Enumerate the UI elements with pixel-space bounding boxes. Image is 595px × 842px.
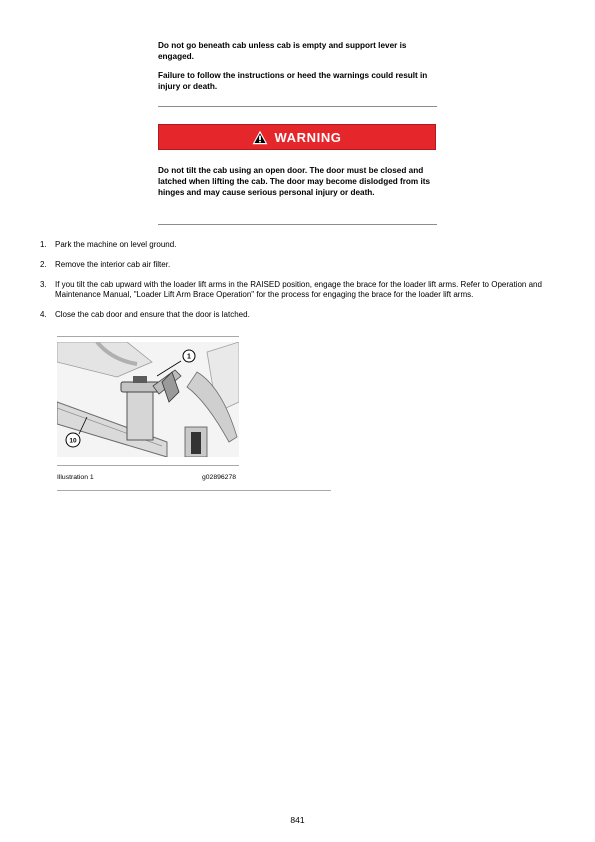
warning-top-line1: Do not go beneath cab unless cab is empty and support lever is engaged. (158, 41, 407, 61)
illustration-code: g02896278 (202, 474, 237, 481)
figure-bottom-rule (57, 465, 239, 466)
divider (158, 224, 437, 225)
warning-label: WARNING (274, 129, 342, 145)
procedure-steps (40, 240, 560, 320)
page-number: 841 (290, 815, 305, 825)
divider (158, 106, 437, 107)
warning-triangle-icon (252, 130, 268, 145)
figure-top-rule (57, 336, 239, 337)
warning-banner (158, 124, 436, 150)
illustration-image (57, 342, 239, 457)
cab-brace-drawing (57, 342, 239, 457)
step-number: 2. (40, 260, 47, 269)
warning-top-line2: Failure to follow the instructions or heed the warnings could result in injury or death. (158, 71, 428, 91)
caption-rule (57, 490, 331, 491)
step-item (40, 240, 560, 250)
step-text: Close the cab door and ensure that the door is latched. (55, 310, 250, 319)
illustration-caption: Illustration 1 (57, 474, 94, 481)
step-number: 4. (40, 310, 47, 319)
warning-body (158, 165, 440, 198)
step-item (40, 280, 560, 300)
step-item (40, 260, 560, 270)
callout-1-label: 1 (187, 353, 191, 361)
warning-body-text: Do not tilt the cab using an open door. The door must be closed and latched when lifting the cab. The door may become dislodged from its hinges and may cause serious personal injury or death. (158, 166, 431, 197)
callout-10-label: 10 (69, 437, 77, 445)
step-number: 1. (40, 240, 47, 249)
step-item (40, 310, 560, 320)
warning-top (158, 40, 438, 92)
step-text: Remove the interior cab air filter. (55, 260, 171, 269)
step-number: 3. (40, 280, 47, 289)
step-text: If you tilt the cab upward with the loader lift arms in the RAISED position, engage the brace for the loader lift arms. Refer to Operation and Maintenance Manual, "Loader Lift Arm Brace Operation" for the process for engaging the brace for the loader lift arms. (55, 280, 542, 299)
step-text: Park the machine on level ground. (55, 240, 177, 249)
